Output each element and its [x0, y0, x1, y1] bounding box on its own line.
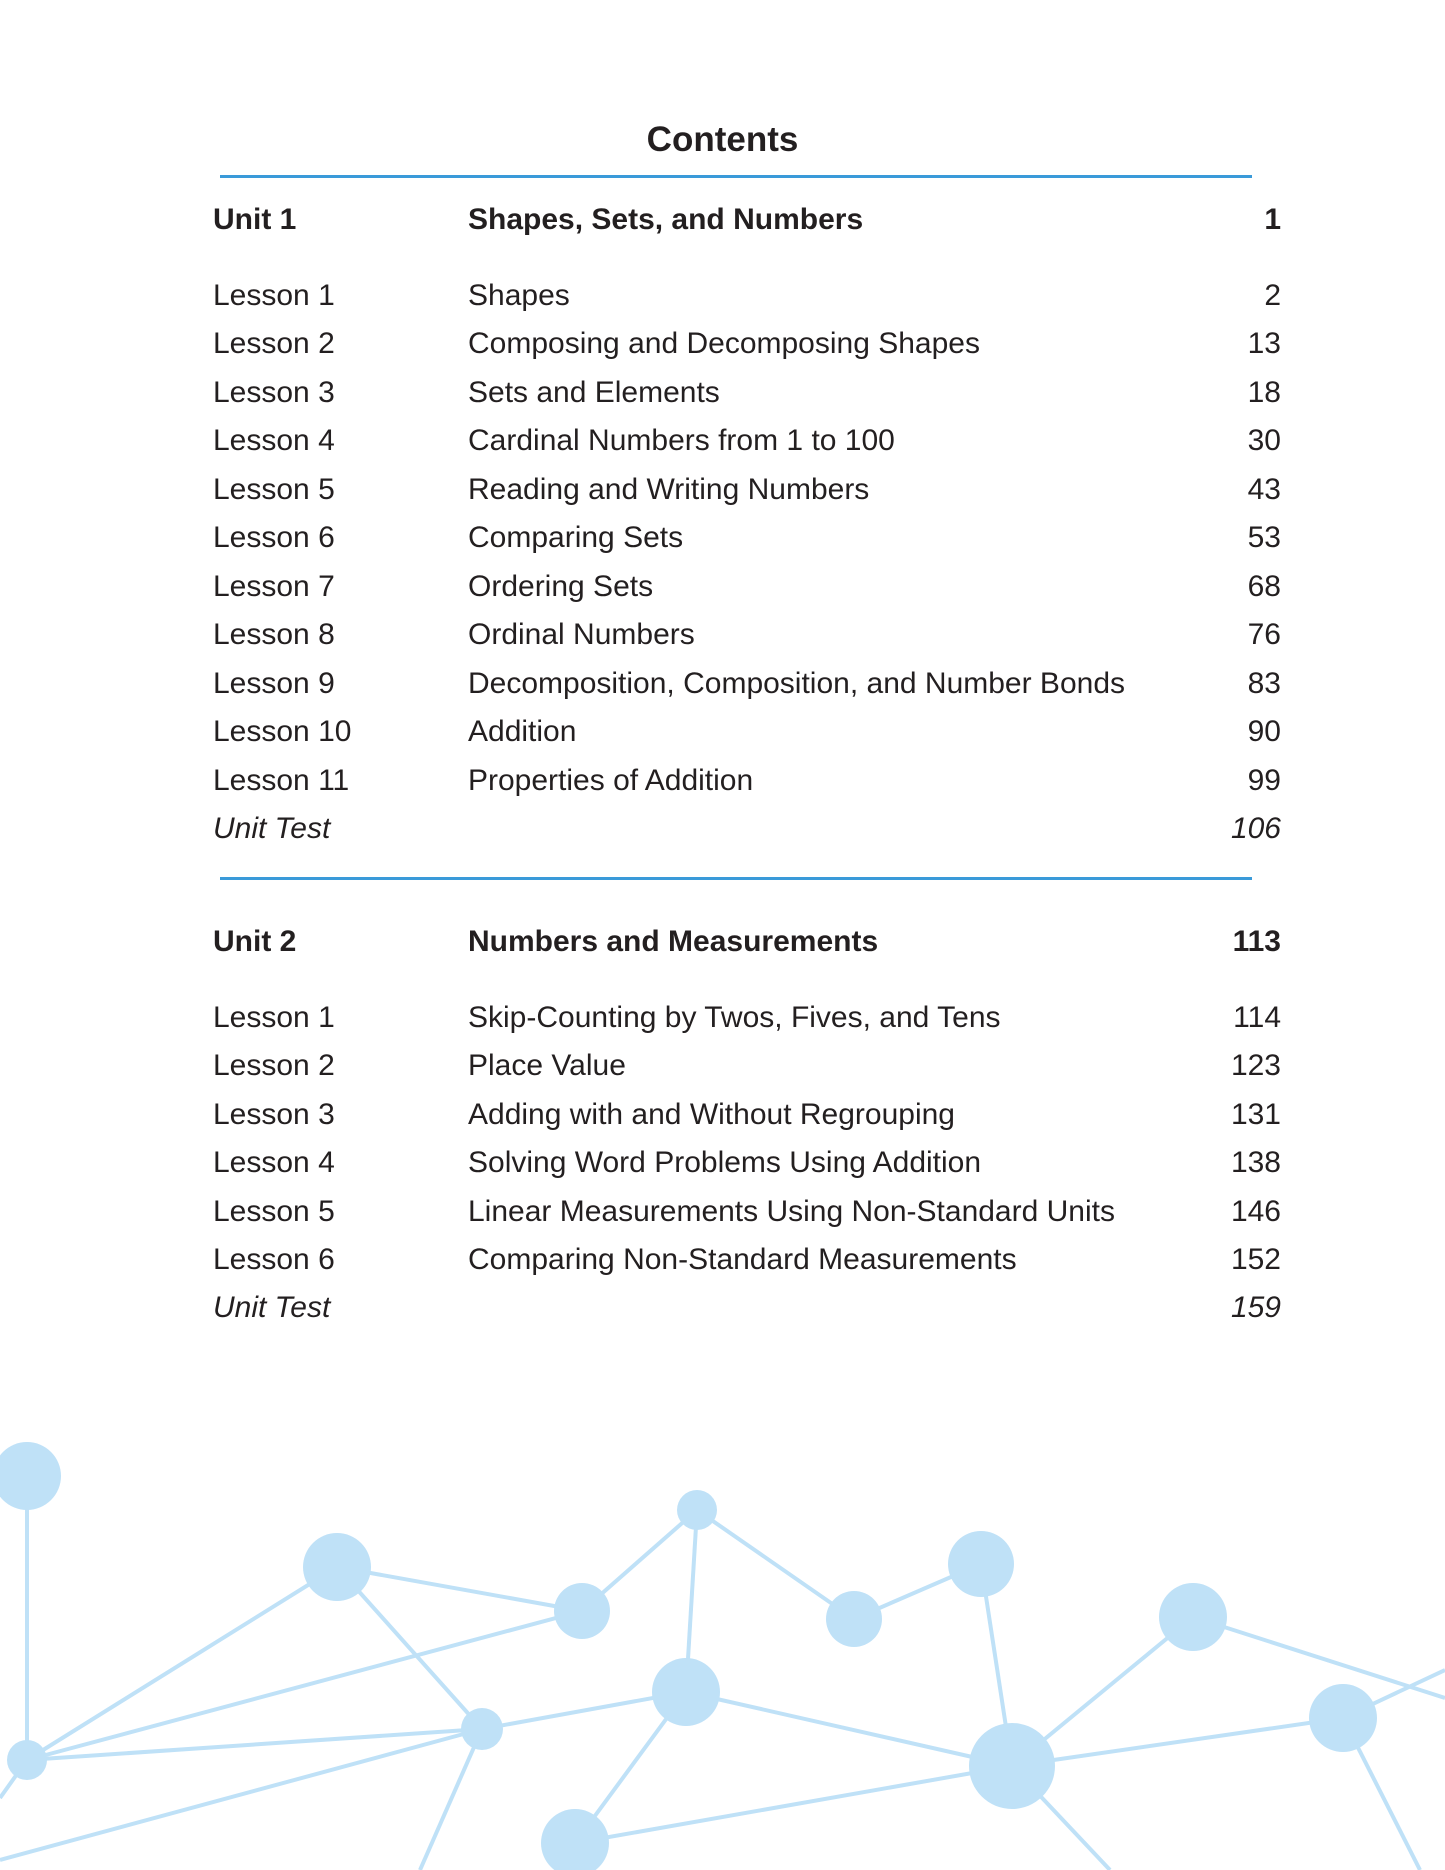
unit-title: Shapes, Sets, and Numbers — [468, 203, 864, 236]
lesson-label: Lesson 4 — [213, 1146, 335, 1179]
lesson-row — [0, 611, 1445, 659]
lesson-row — [0, 563, 1445, 611]
unit-divider — [220, 877, 1252, 880]
lesson-page-number: 83 — [1247, 667, 1281, 700]
lesson-label: Lesson 6 — [213, 521, 335, 554]
lesson-page-number: 18 — [1247, 376, 1281, 409]
lesson-label: Lesson 2 — [213, 327, 335, 360]
lesson-label: Lesson 8 — [213, 618, 335, 651]
unit-label: Unit 2 — [213, 925, 297, 958]
lesson-page-number: 53 — [1247, 521, 1281, 554]
lesson-label: Lesson 2 — [213, 1049, 335, 1082]
lesson-row — [0, 369, 1445, 417]
lesson-page-number: 152 — [1230, 1243, 1281, 1276]
lesson-row — [0, 1042, 1445, 1090]
lesson-label: Lesson 10 — [213, 715, 352, 748]
unit-test-label: Unit Test — [213, 812, 331, 845]
top-divider — [220, 175, 1252, 178]
lesson-page-number: 138 — [1230, 1146, 1281, 1179]
page-title: Contents — [646, 120, 799, 159]
lesson-title: Place Value — [468, 1049, 626, 1082]
lesson-label: Lesson 3 — [213, 1098, 335, 1131]
lesson-label: Lesson 1 — [213, 279, 335, 312]
lesson-title: Comparing Non-Standard Measurements — [468, 1243, 1017, 1276]
lesson-row — [0, 320, 1445, 368]
lesson-page-number: 68 — [1247, 570, 1281, 603]
lesson-title: Decomposition, Composition, and Number Bonds — [468, 667, 1125, 700]
unit-test-page-number: 106 — [1230, 812, 1281, 845]
lesson-row — [0, 1139, 1445, 1187]
lesson-title: Ordering Sets — [468, 570, 654, 603]
lesson-title: Addition — [468, 715, 577, 748]
lesson-page-number: 131 — [1230, 1098, 1281, 1131]
lesson-title: Adding with and Without Regrouping — [468, 1098, 955, 1131]
lesson-title: Linear Measurements Using Non-Standard Units — [468, 1195, 1115, 1228]
lesson-title: Comparing Sets — [468, 521, 684, 554]
lesson-row — [0, 994, 1445, 1042]
unit-title: Numbers and Measurements — [468, 925, 879, 958]
lesson-row — [0, 514, 1445, 562]
unit-page-number: 1 — [1264, 203, 1281, 236]
lesson-title: Skip-Counting by Twos, Fives, and Tens — [468, 1001, 1001, 1034]
lesson-title: Composing and Decomposing Shapes — [468, 327, 980, 360]
lesson-page-number: 43 — [1247, 473, 1281, 506]
lesson-row — [0, 417, 1445, 465]
lesson-page-number: 90 — [1247, 715, 1281, 748]
network-lines — [0, 1476, 1445, 1870]
lesson-row — [0, 1091, 1445, 1139]
lesson-label: Lesson 9 — [213, 667, 335, 700]
unit-test-row — [0, 805, 1445, 853]
lesson-label: Lesson 5 — [213, 1195, 335, 1228]
lesson-row — [0, 466, 1445, 514]
lesson-row — [0, 1188, 1445, 1236]
lesson-page-number: 13 — [1247, 327, 1281, 360]
lesson-page-number: 114 — [1233, 1001, 1281, 1034]
lesson-row — [0, 757, 1445, 805]
lesson-page-number: 2 — [1264, 279, 1281, 312]
lesson-row — [0, 660, 1445, 708]
lesson-label: Lesson 5 — [213, 473, 335, 506]
unit-test-row — [0, 1284, 1445, 1332]
lesson-label: Lesson 4 — [213, 424, 335, 457]
lesson-page-number: 123 — [1230, 1049, 1281, 1082]
lesson-label: Lesson 3 — [213, 376, 335, 409]
lesson-title: Ordinal Numbers — [468, 618, 695, 651]
lesson-label: Lesson 11 — [213, 764, 350, 797]
lesson-label: Lesson 7 — [213, 570, 335, 603]
lesson-row — [0, 1236, 1445, 1284]
unit-test-label: Unit Test — [213, 1291, 331, 1324]
lesson-page-number: 99 — [1247, 764, 1281, 797]
unit-page-number: 113 — [1232, 925, 1281, 958]
unit-heading-row — [0, 196, 1445, 244]
unit-heading-row — [0, 918, 1445, 966]
lesson-row — [0, 708, 1445, 756]
lesson-title: Sets and Elements — [468, 376, 720, 409]
lesson-label: Lesson 1 — [213, 1001, 335, 1034]
lesson-page-number: 76 — [1247, 618, 1281, 651]
lesson-title: Shapes — [468, 279, 570, 312]
unit-label: Unit 1 — [213, 203, 297, 236]
lesson-title: Solving Word Problems Using Addition — [468, 1146, 982, 1179]
lesson-title: Properties of Addition — [468, 764, 754, 797]
lesson-page-number: 30 — [1247, 424, 1281, 457]
lesson-row — [0, 272, 1445, 320]
lesson-title: Reading and Writing Numbers — [468, 473, 870, 506]
lesson-title: Cardinal Numbers from 1 to 100 — [468, 424, 895, 457]
lesson-page-number: 146 — [1230, 1195, 1281, 1228]
lesson-label: Lesson 6 — [213, 1243, 335, 1276]
unit-test-page-number: 159 — [1230, 1291, 1281, 1324]
decorative-network-graphic — [0, 1400, 1445, 1870]
